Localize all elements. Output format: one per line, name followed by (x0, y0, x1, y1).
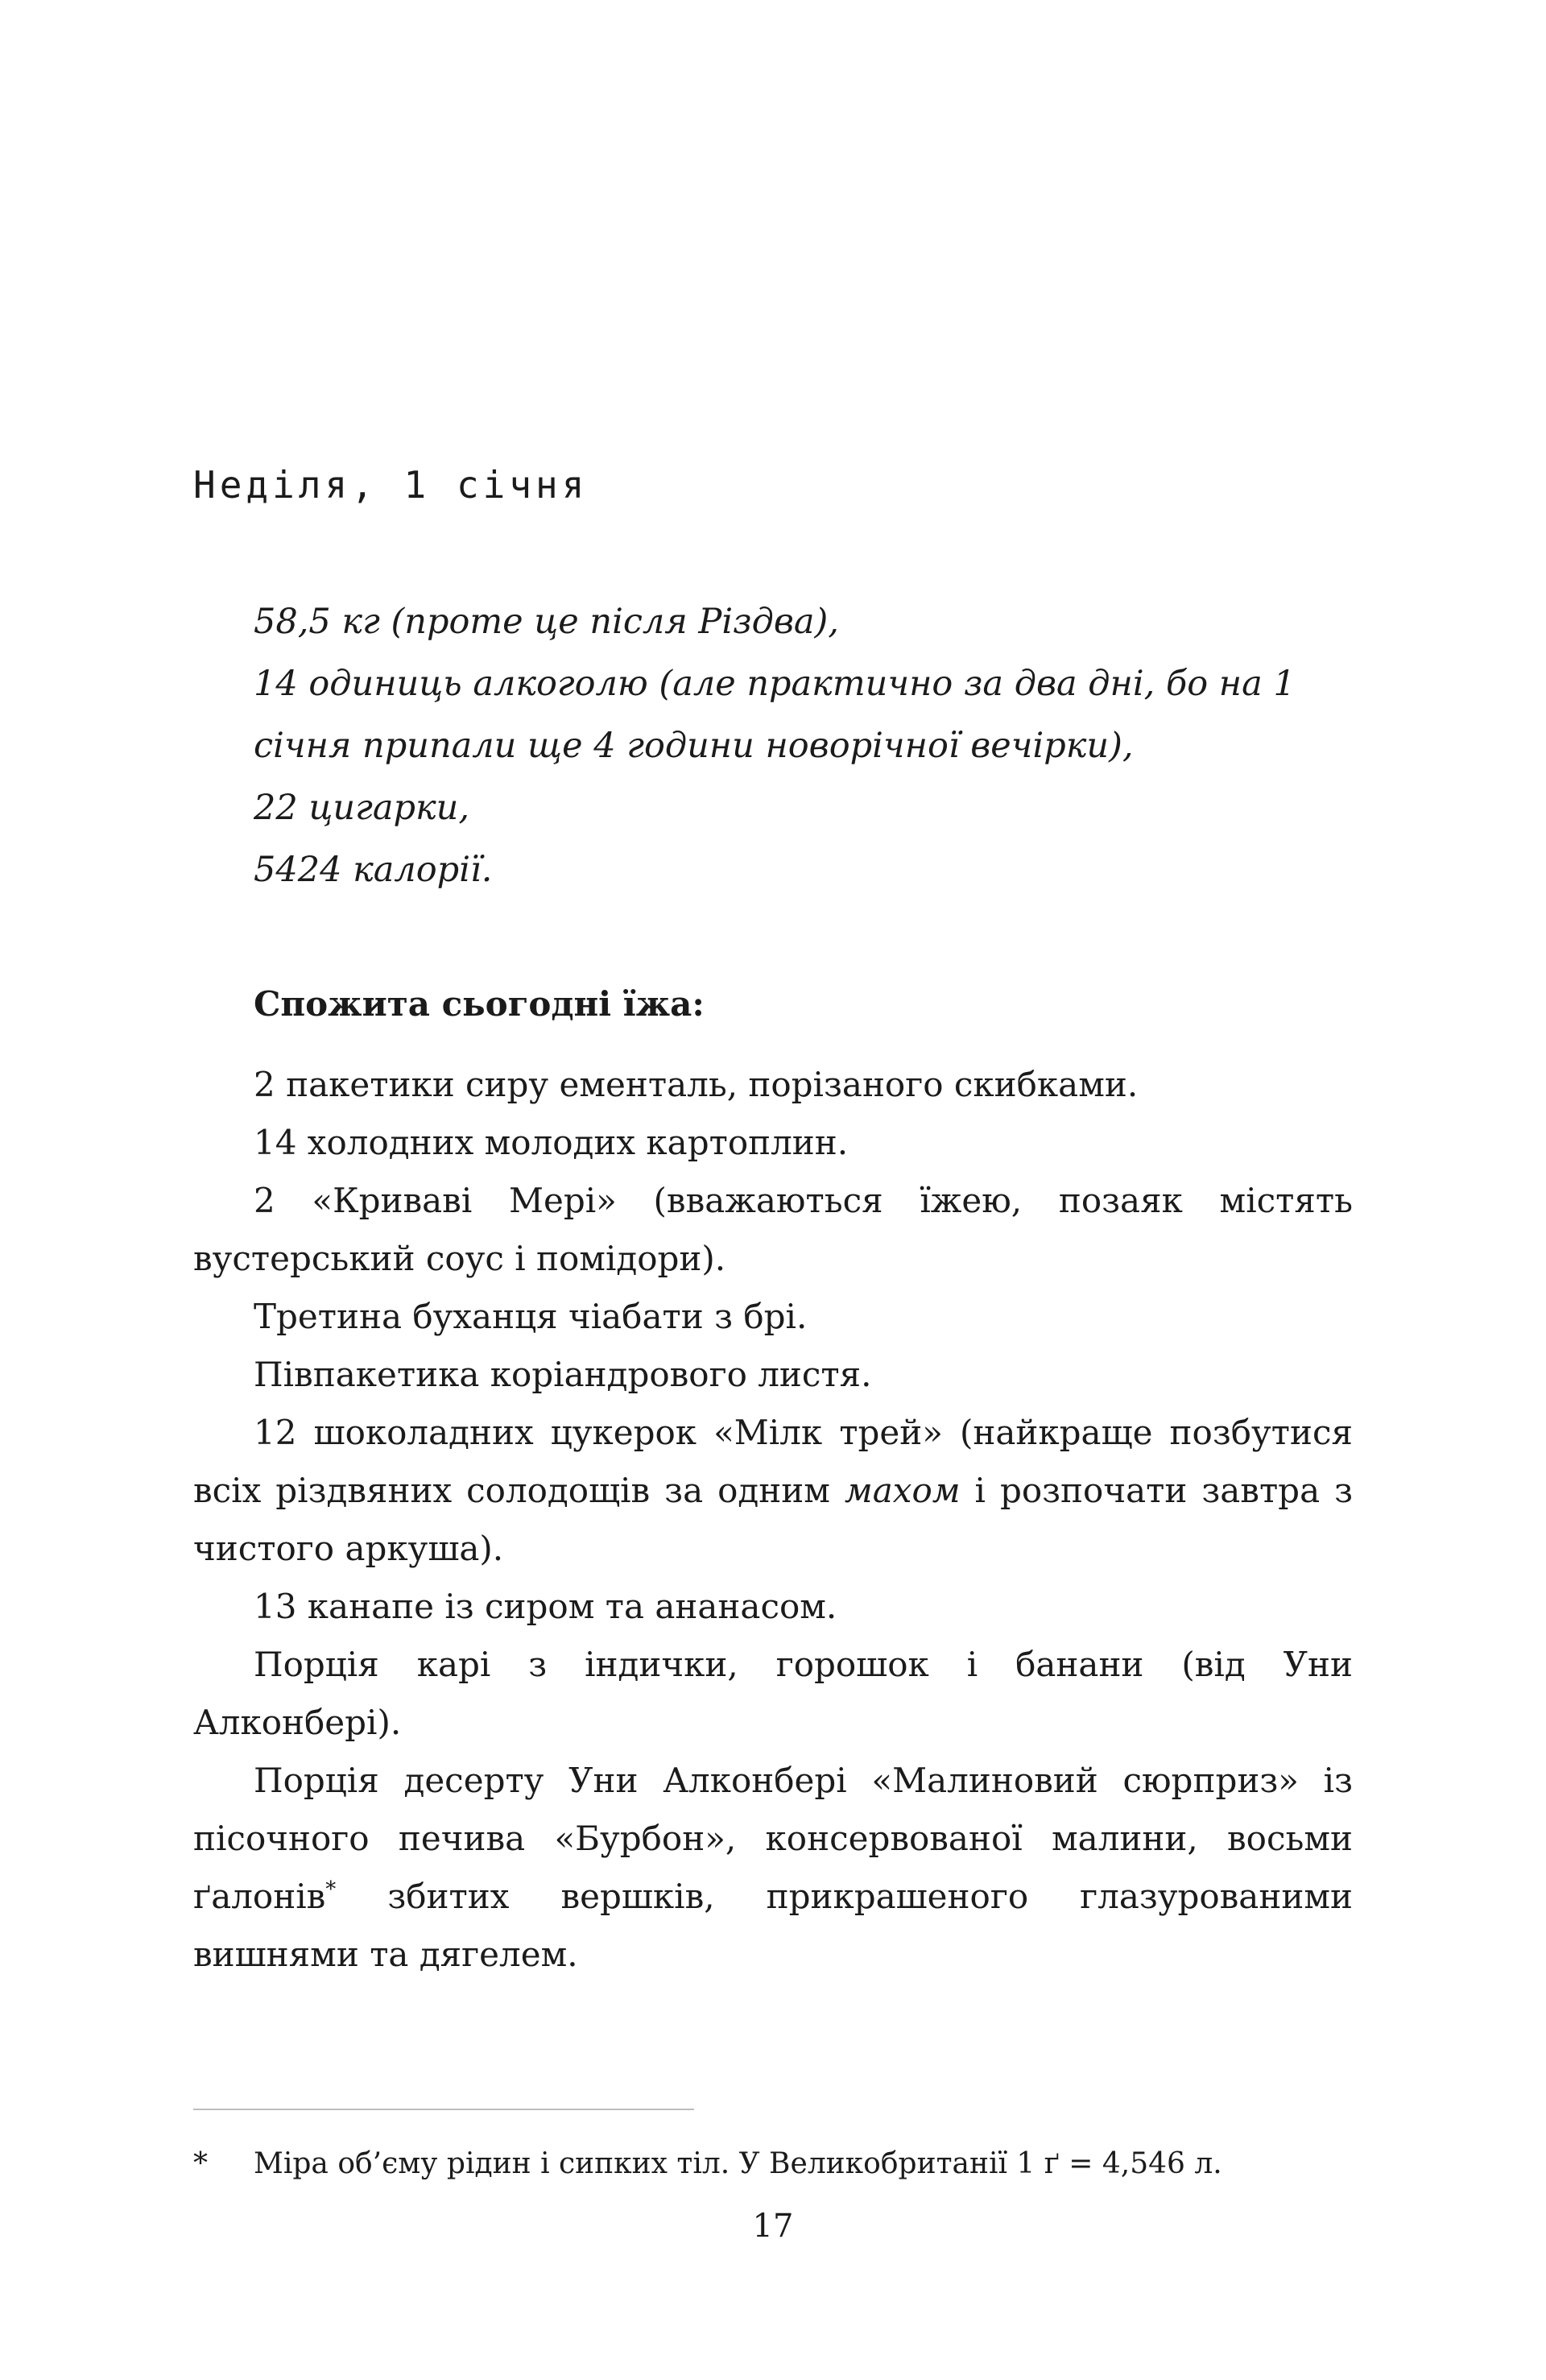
food-list (193, 1056, 1353, 1984)
footnote-marker: * (193, 2147, 208, 2180)
paragraph (193, 1752, 1353, 1984)
paragraph: 14 холодних молодих картоплин. (254, 1123, 849, 1162)
stat-line-cigarettes: 22 цигарки, (254, 788, 470, 828)
footnote-divider (193, 2109, 694, 2110)
paragraph: 13 канапе із сиром та ананасом. (254, 1587, 837, 1626)
paragraph-text: збитих вершків, прикрашеного глазурованими вишнями та дягелем. (193, 1877, 1353, 1974)
paragraph-text: Порція десерту Уни Алконбері «Малиновий сюрприз» із пісочного печива «Бурбон», консервованої малини, восьми ґалонів (193, 1761, 1353, 1916)
paragraph: Третина буханця чіабати з брі. (254, 1297, 808, 1336)
paragraph-text: 12 шоколадних цукерок «Мілк трей» (найкраще позбутися всіх різдвяних солодощів за одним (193, 1413, 1353, 1510)
paragraph: 2 «Криваві Мері» (вважаються їжею, позаяк містять вустерський соус і помідори). (193, 1181, 1353, 1278)
paragraph (193, 1404, 1353, 1578)
paragraph: Півпакетика коріандрового листя. (254, 1355, 872, 1394)
paragraph: Порція карі з індички, горошок і банани (від Уни Алконбері). (193, 1645, 1353, 1742)
paragraph-text: і розпочати завтра з чистого аркуша). (193, 1471, 1353, 1568)
paragraph: 2 пакетики сиру ементаль, порізаного скибками. (254, 1065, 1139, 1104)
footnote-reference-marker: * (325, 1877, 337, 1902)
stat-line-calories: 5424 калорії. (254, 850, 493, 890)
stat-line-alcohol: 14 одиниць алкоголю (але практично за два дні, бо на 1 січня припали ще 4 години новорічної вечірки), (254, 664, 1296, 766)
page-number: 17 (752, 2208, 794, 2245)
footnote-block (193, 2109, 1353, 2184)
footnote (193, 2144, 1353, 2184)
paragraph-italic-word: махом (844, 1471, 961, 1510)
stat-line-weight: 58,5 кг (проте це після Різдва), (254, 602, 839, 642)
footnote-text: Міра об’єму рідин і сипких тіл. У Великобританії 1 ґ = 4,546 л. (254, 2147, 1222, 2180)
diary-stats-list (254, 591, 1353, 901)
section-title: Спожита сьогодні їжа: (254, 984, 705, 1024)
chapter-date-heading: Неділя, 1 січня (193, 463, 589, 507)
